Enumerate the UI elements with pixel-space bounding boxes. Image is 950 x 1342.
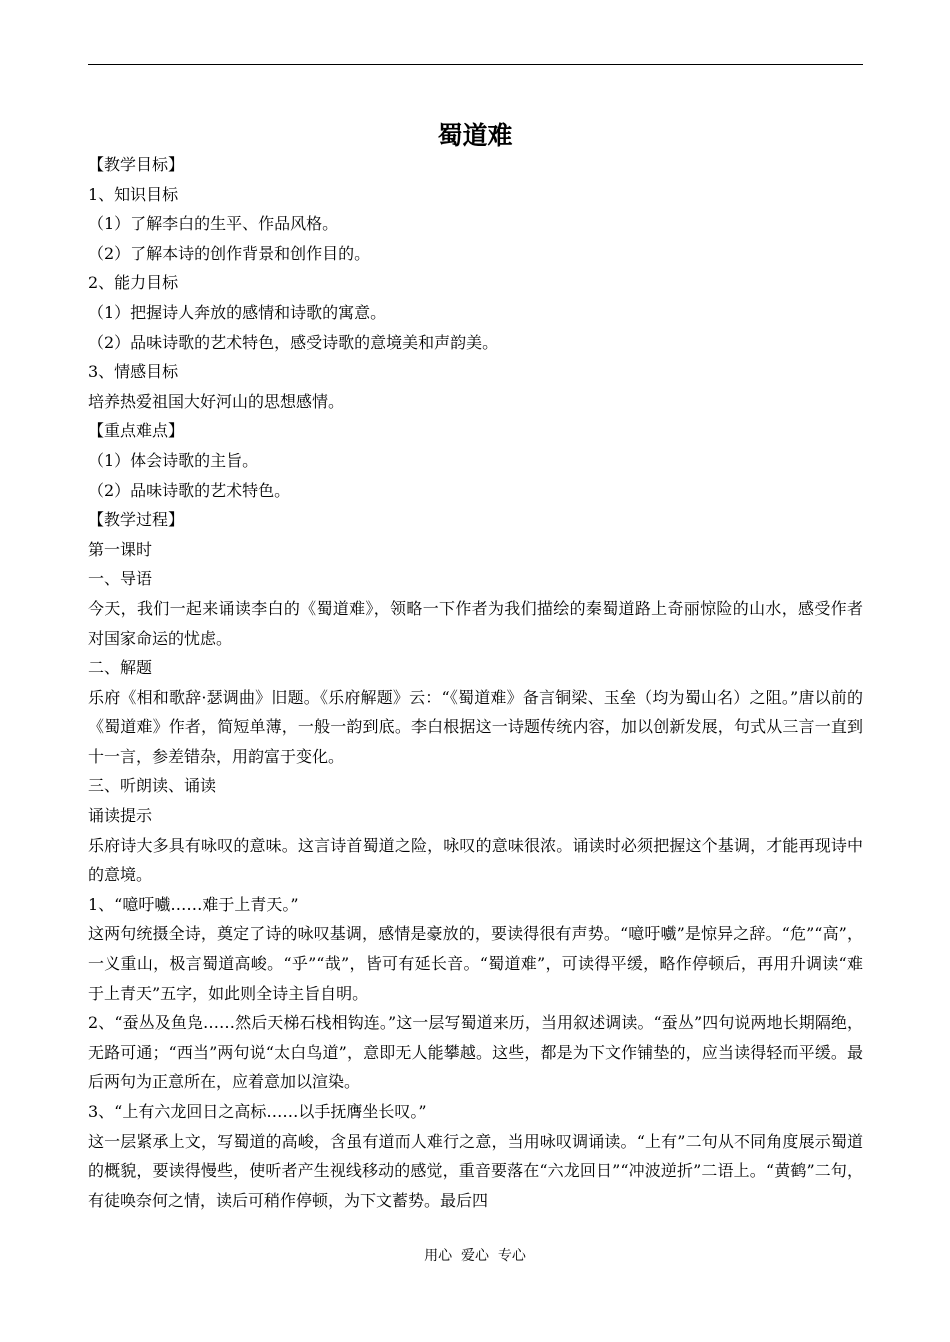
section-heading: 【重点难点】 (88, 421, 185, 441)
subsection-heading: 诵读提示 (88, 806, 153, 826)
paragraph: 这一层紧承上文，写蜀道的高峻，含虽有道而人难行之意，当用咏叹调诵读。“上有”二句从不同角度展示蜀道的概貌，要读得慢些，使听者产生视线移动的感觉，重音要落在“六龙回日”“冲波逆折”二语上。“黄鹤”二句，有徒唤奈何之情，读后可稍作停顿，为下文蓄势。最后四 (88, 1131, 863, 1210)
paragraph: 今天，我们一起来诵读李白的《蜀道难》，领略一下作者为我们描绘的秦蜀道路上奇丽惊险的山水，感受作者对国家命运的忧虑。 (88, 598, 863, 648)
list-item: （2）品味诗歌的艺术特色，感受诗歌的意境美和声韵美。 (88, 332, 499, 352)
list-item: （1）了解李白的生平、作品风格。 (88, 214, 339, 234)
paragraph: 这两句统摄全诗，奠定了诗的咏叹基调，感情是豪放的，要读得很有声势。“噫吁嚱”是惊异之辞。“危”“高”，一义重山，极言蜀道高峻。“乎”“哉”，皆可有延长音。“蜀道难”，可读得平缓，略作停顿后，再用升调读“难于上青天”五字，如此则全诗主旨自明。 (88, 924, 863, 1003)
document-body (88, 150, 863, 1215)
page-footer: 用心 爱心 专心 (424, 1248, 526, 1264)
list-item: （2）了解本诗的创作背景和创作目的。 (88, 243, 371, 263)
subsection-heading: 二、解题 (88, 658, 153, 678)
section-heading: 【教学目标】 (88, 155, 185, 174)
quote-heading: 3、“上有六龙回日之高标……以手抚膺坐长叹。” (88, 1102, 427, 1121)
header-rule (88, 64, 863, 65)
list-item: （2）品味诗歌的艺术特色。 (88, 480, 291, 500)
subsection-heading: 一、导语 (88, 569, 153, 589)
subsection-heading: 2、能力目标 (88, 273, 179, 293)
document-title: 蜀道难 (437, 121, 513, 150)
list-item: （1）把握诗人奔放的感情和诗歌的寓意。 (88, 302, 387, 322)
subsection-heading: 3、情感目标 (88, 362, 179, 382)
subsection-heading: 1、知识目标 (88, 184, 179, 204)
list-item: （1）体会诗歌的主旨。 (88, 450, 259, 470)
lesson-heading: 第一课时 (88, 539, 153, 559)
subsection-heading: 三、听朗读、诵读 (88, 776, 217, 796)
body-line: 培养热爱祖国大好河山的思想感情。 (88, 391, 345, 411)
paragraph: 2、“蚕丛及鱼凫……然后天梯石栈相钩连。”这一层写蜀道来历，当用叙述调读。“蚕丛”四句说两地长期隔绝，无路可通；“西当”两句说“太白鸟道”，意即无人能攀越。这些，都是为下文作铺垫的，应当读得轻而平缓。最后两句为正意所在，应着意加以渲染。 (88, 1013, 863, 1092)
paragraph: 乐府《相和歌辞·瑟调曲》旧题。《乐府解题》云：“《蜀道难》备言铜梁、玉垒（均为蜀山名）之阻。”唐以前的《蜀道难》作者，简短单薄，一般一韵到底。李白根据这一诗题传统内容，加以创新发展，句式从三言一直到十一言，参差错杂，用韵富于变化。 (88, 687, 863, 766)
section-heading: 【教学过程】 (88, 510, 185, 530)
quote-heading: 1、“噫吁嚱……难于上青天。” (88, 894, 299, 914)
paragraph: 乐府诗大多具有咏叹的意味。这言诗首蜀道之险，咏叹的意味很浓。诵读时必须把握这个基调，才能再现诗中的意境。 (88, 835, 863, 885)
